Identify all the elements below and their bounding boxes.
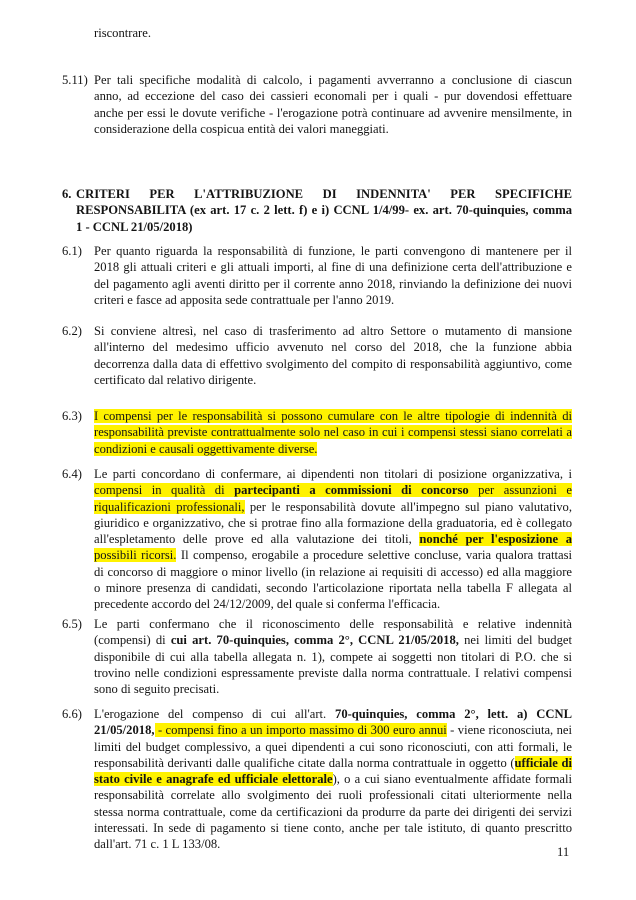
text-line: Si conviene altresì, nel caso di trasferimento ad altro Settore o mutamento di mansione (94, 324, 572, 338)
highlight (419, 532, 572, 546)
text-line (94, 441, 572, 457)
text-line: responsabilità derivanti dalle qualifiche citate dalla norma contrattuale in oggetto (ufficiale di (94, 755, 572, 770)
text-line (94, 482, 572, 498)
text-line: decorrenza dalla data di effettivo svolgimento del compito di responsabilità aggiuntivo, come (94, 356, 572, 371)
text-line: giuridico e organizzativo, che si protrae fino alla formazione della graduatoria, ed è collegato (94, 515, 572, 530)
text-line: 2018 gli attuali criteri e gli attuali importi, al fine di una definizione certa dell'attribuzione e (94, 260, 572, 275)
heading-line: RESPONSABILITA (ex art. 17 c. 2 lett. f) e i) CCNL 1/4/99- ex. art. 70-quinquies, comma (76, 203, 572, 218)
clause-number: 6.1) (62, 244, 82, 258)
clause-6-1 (62, 243, 572, 308)
text-line: Per quanto riguarda la responsabilità di funzione, le parti convengono di mantenere per il (94, 244, 572, 258)
text-line: anno, ad eccezione del caso dei cassieri economali per i quali - pur dovendosi effettuare (94, 89, 572, 104)
text-line: all'interno del medesimo ufficio avvenuto nel corso del 2018, che la funzione abbia (94, 340, 572, 355)
clause-number: 5.11) (62, 73, 88, 87)
text-line: dall'art. 71 c. 1 L 133/08. (94, 837, 221, 852)
bold-text: 70-quinquies, comma 2°, lett. a) CCNL (335, 707, 572, 721)
clause-number: 6.2) (62, 324, 82, 338)
highlight (515, 756, 572, 770)
highlight: riqualificazioni professionali, (94, 499, 245, 514)
clause-number: 6.4) (62, 467, 82, 481)
text-line: considerazione della cospicua entità dei valori maneggiati. (94, 121, 389, 136)
text-line: di concorso di maggiore o minor livello (in relazione ai requisiti di accesso) ed alla maggiore (94, 564, 572, 579)
text-line: sono di seguito precisati. (94, 682, 220, 697)
clause-6-4 (62, 466, 572, 613)
text-line: riscontrare. (94, 26, 151, 40)
text-line: del pagamento agli aventi diritto per il corrente anno 2018, rinviando la definizione dei nuovi (94, 276, 572, 291)
highlight: responsabilità previste contrattualmente solo nel caso in cui i compensi stessi siano correlati a (94, 425, 572, 440)
bold-text: ufficiale di (514, 755, 572, 770)
text-line: L'erogazione del compenso di cui all'art. 70-quinquies, comma 2°, lett. a) CCNL (94, 707, 572, 721)
text-line: certificato dal relativo dirigente. (94, 372, 257, 387)
section-number: 6. (62, 187, 72, 201)
highlight: possibili ricorsi. (94, 548, 177, 563)
highlight (94, 772, 333, 786)
text-line: Per tali specifiche modalità di calcolo, i pagamenti avverranno a conclusione di ciascun (94, 73, 572, 87)
text-line: Le parti confermano che il riconoscimento delle responsabilità e relative indennità (94, 617, 572, 631)
text-line: stessa norma contrattuale, come da certificazioni da produrre da parte dei dirigenti dei servizi (94, 804, 572, 819)
text-line: limiti del budget complessivo, a quei dipendenti a cui sono riconosciuti, con atti formali, le (94, 739, 572, 754)
text-line: trovino nelle condizioni espressamente previste dalla norma contrattuale. I relativi compensi (94, 665, 572, 680)
section-6-heading (62, 186, 572, 235)
clause-number: 6.3) (62, 409, 82, 423)
text-line: 21/05/2018, - compensi fino a un importo massimo di 300 euro annui - viene riconosciuta, nei (94, 723, 572, 738)
continuation-paragraph (62, 25, 572, 41)
bold-text: nonché per l'esposizione a (419, 532, 573, 547)
text-line: (compensi) di cui art. 70-quinquies, comma 2°, CCNL 21/05/2018, nei limiti del budget (94, 633, 572, 648)
text-line: precedente accordo del 24/12/2009, del quale si conferma l'efficacia. (94, 597, 441, 612)
clause-6-2 (62, 323, 572, 388)
text-line: riqualificazioni professionali, per le responsabilità dovute all'impegno sul piano valutativo, (94, 499, 573, 514)
page-number: 11 (557, 845, 570, 859)
clause-6-6 (62, 706, 572, 853)
clause-number: 6.5) (62, 617, 82, 631)
clause-6-5 (62, 616, 572, 697)
heading-line: CRITERI PER L'ATTRIBUZIONE DI INDENNITA' PER SPECIFICHE (76, 187, 572, 201)
bold-text: cui art. 70-quinquies, comma 2°, CCNL 21/05/2018, (170, 633, 459, 648)
text-line: responsabilità correlate allo svolgimento dei ruoli professionali citati ulteriormente nella (94, 788, 572, 803)
text-line: o minore presenza di candidati, secondo l'articolazione riportata nella tabella F allegata al (94, 581, 572, 596)
highlight: - compensi fino a un importo massimo di 300 euro annui (154, 723, 447, 738)
highlight: condizioni e causali oggettivamente diverse. (94, 441, 318, 456)
text-line: anche per essi le dovute verifiche - l'erogazione potrà continuare ad avvenire mensilmente, in (94, 105, 572, 120)
clause-6-3 (62, 408, 572, 457)
text-line: disponibile di cui alla tabella allegata n. 1), compete ai soggetti non titolari di P.O. che si (94, 649, 572, 664)
text-line: Le parti concordano di confermare, ai dipendenti non titolari di posizione organizzativa, i (94, 467, 572, 481)
text-line: stato civile e anagrafe ed ufficiale elettorale), o a cui siano eventualmente affidate formali (94, 772, 572, 787)
clause-number: 6.6) (62, 707, 82, 721)
clause-5-11 (62, 72, 572, 137)
bold-text: partecipanti a commissioni di concorso (234, 483, 469, 498)
text-line: all'espletamento delle prove ed alla valutazione dei titoli, nonché per l'esposizione a (94, 532, 573, 547)
text-line: possibili ricorsi. Il compenso, erogabile a procedure selettive concluse, varia qualora trattasi (94, 548, 572, 563)
highlight: I compensi per le responsabilità si possono cumulare con le altre tipologie di indennità di (94, 409, 572, 423)
text-line (94, 424, 572, 440)
bold-text: 21/05/2018, (94, 723, 155, 738)
bold-text: stato civile e anagrafe ed ufficiale elettorale (94, 772, 333, 787)
text-line: criteri e fasce ad apposita sede contrattuale per l'anno 2019. (94, 292, 395, 307)
text-line: interessati. In sede di pagamento si tiene conto, anche per tale istituto, di quanto prescritto (94, 821, 572, 836)
heading-line: 1 - CCNL 21/05/2018) (76, 219, 193, 234)
highlight: compensi in qualità di partecipanti a commissioni di concorso per assunzioni e (94, 483, 572, 498)
text-line (94, 408, 572, 424)
